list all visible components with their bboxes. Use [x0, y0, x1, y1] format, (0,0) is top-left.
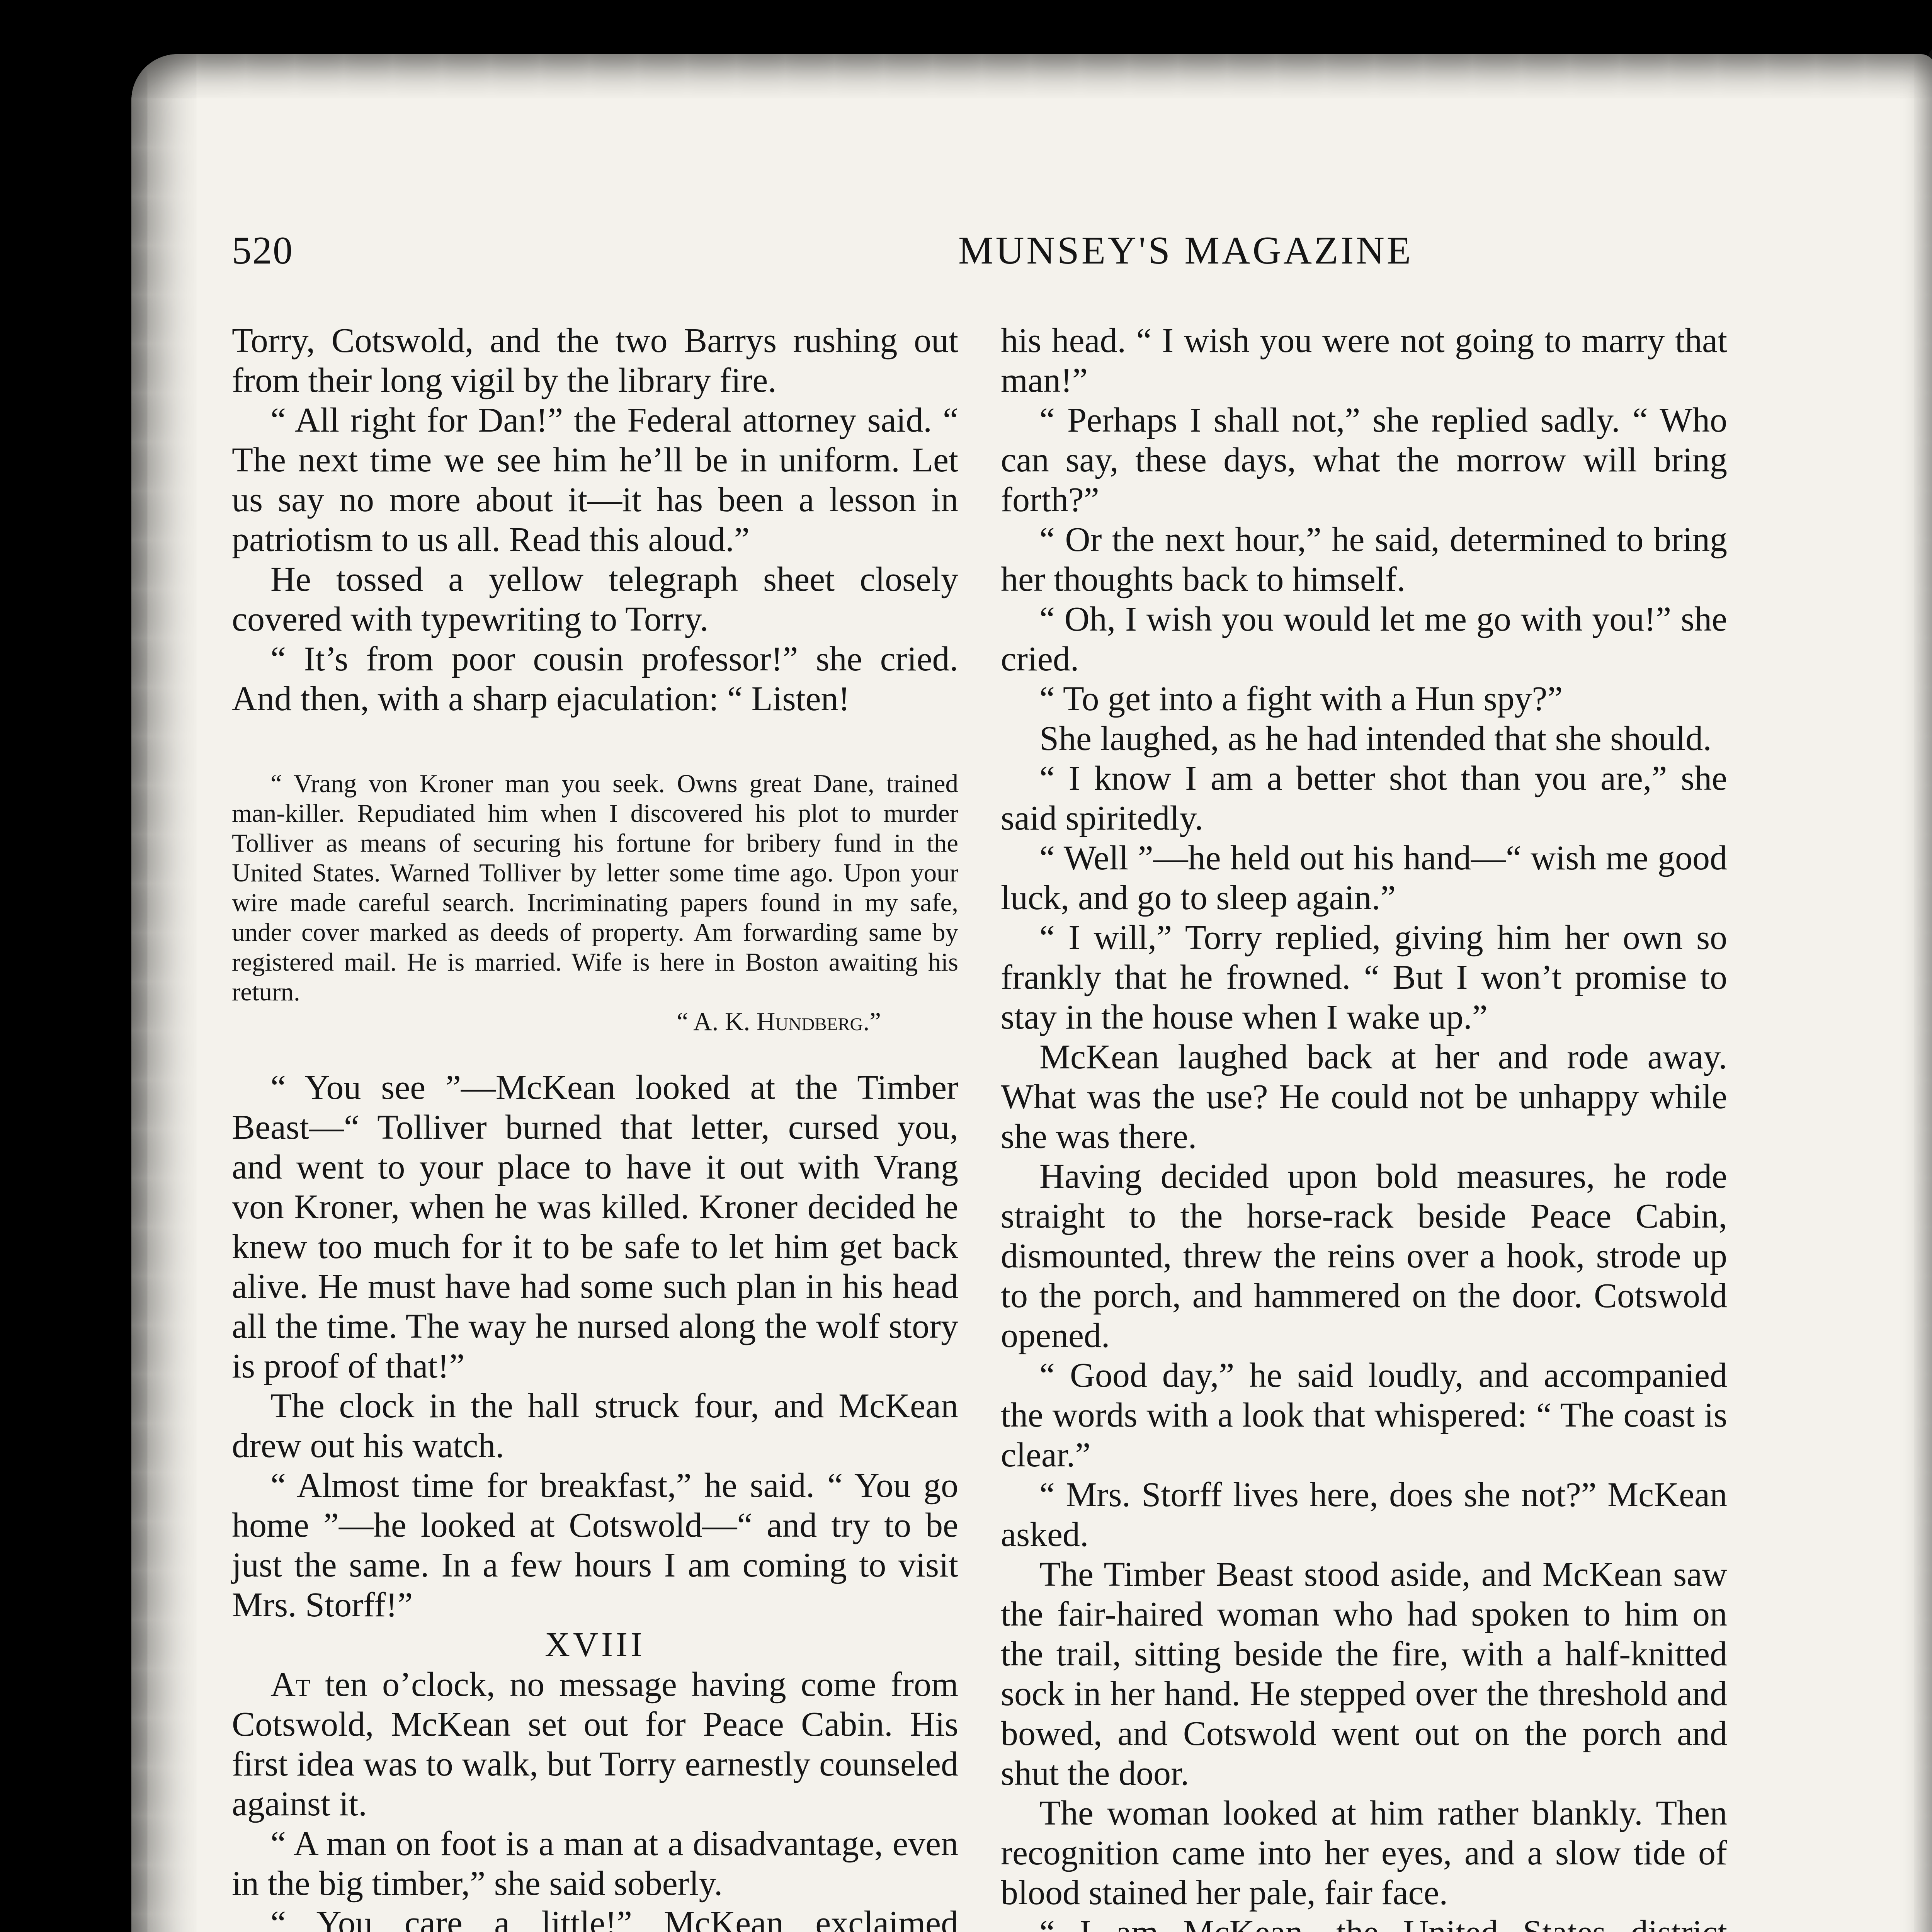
- paragraph: Torry, Cotswold, and the two Barrys rushing out from their long vigil by the library fire.: [232, 321, 958, 400]
- paragraph: “ Oh, I wish you would let me go with you!” she cried.: [1001, 599, 1727, 679]
- opening-smallcaps: At: [270, 1665, 310, 1704]
- paragraph: “ Or the next hour,” he said, determined to bring her thoughts back to himself.: [1001, 520, 1727, 599]
- paragraph: “ A man on foot is a man at a disadvantage, even in the big timber,” she said soberly.: [232, 1824, 958, 1903]
- signature-suffix: .”: [863, 1007, 881, 1036]
- paragraph: The Timber Beast stood aside, and McKean saw the fair-haired woman who had spoken to him on the trail, sitting beside the fire, with a half-knitted sock in her hand. He stepped over the threshold and bowed, and Cotswold went out on the porch and shut the door.: [1001, 1554, 1727, 1793]
- chapter-heading: XVIII: [232, 1625, 958, 1665]
- paragraph: “ All right for Dan!” the Federal attorney said. “ The next time we see him he’ll be in uniform. Let us say no more about it—it has been a lesson in patriotism to us all. Read this aloud.”: [232, 400, 958, 560]
- signature-prefix: “ A. K. H: [677, 1007, 775, 1036]
- paragraph: She laughed, as he had intended that she should.: [1001, 719, 1727, 759]
- paragraph: “ It’s from poor cousin professor!” she cried. And then, with a sharp ejaculation: “ Listen!: [232, 639, 958, 719]
- paragraph: “ Almost time for breakfast,” he said. “ You go home ”—he looked at Cotswold—“ and try to be just the same. In a few hours I am coming to visit Mrs. Storff!”: [232, 1466, 958, 1625]
- paragraph: Having decided upon bold measures, he rode straight to the horse-rack beside Peace Cabin, dismounted, threw the reins over a hook, strode up to the porch, and hammered on the door. Cotswold opened.: [1001, 1156, 1727, 1355]
- paragraph: “ Good day,” he said loudly, and accompanied the words with a look that whispered: “ The coast is clear.”: [1001, 1355, 1727, 1475]
- paragraph: “ I know I am a better shot than you are,” she said spiritedly.: [1001, 759, 1727, 838]
- paragraph: He tossed a yellow telegraph sheet closely covered with typewriting to Torry.: [232, 560, 958, 639]
- paragraph: McKean laughed back at her and rode away. What was the use? He could not be unhappy while she was there.: [1001, 1037, 1727, 1156]
- page-number: 520: [232, 228, 293, 273]
- signature-smallcaps: undberg: [775, 1007, 863, 1036]
- paragraph: “ You care a little!” McKean exclaimed: [232, 1903, 958, 1932]
- paragraph: “ Perhaps I shall not,” she replied sadly. “ Who can say, these days, what the morrow will bring forth?”: [1001, 400, 1727, 520]
- paragraph: “ I will,” Torry replied, giving him her own so frankly that he frowned. “ But I won’t promise to stay in the house when I wake up.”: [1001, 918, 1727, 1037]
- paragraph: The clock in the hall struck four, and McKean drew out his watch.: [232, 1386, 958, 1466]
- telegram-body: “ Vrang von Kroner man you seek. Owns great Dane, trained man-killer. Repudiated him when I discovered his plot to murder Tolliver as means of securing his fortune for bribery fund in the United States. Warned Tolliver by letter some time ago. Upon your wire made careful search. Incriminating papers found in my safe, under cover marked as deeds of property. Am forwarding same by registered mail. He is married. Wife is here in Boston awaiting his return.: [232, 769, 958, 1007]
- paragraph: “ To get into a fight with a Hun spy?”: [1001, 679, 1727, 719]
- paragraph: “ Well ”—he held out his hand—“ wish me good luck, and go to sleep again.”: [1001, 838, 1727, 918]
- paragraph: “ Mrs. Storff lives here, does she not?” McKean asked.: [1001, 1475, 1727, 1554]
- paragraph: his head. “ I wish you were not going to marry that man!”: [1001, 321, 1727, 400]
- magazine-title: MUNSEY'S MAGAZINE: [958, 228, 1413, 273]
- paragraph: The woman looked at him rather blankly. Then recognition came into her eyes, and a slow tide of blood stained her pale, fair face.: [1001, 1793, 1727, 1913]
- opening-text: ten o’clock, no message having come from Cotswold, McKean set out for Peace Cabin. His first idea was to walk, but Torry earnestly counseled against it.: [232, 1665, 958, 1823]
- paragraph: “ You see ”—McKean looked at the Timber Beast—“ Tolliver burned that letter, cursed you, and went to your place to have it out with Vrang von Kroner, when he was killed. Kroner decided he knew too much for it to be safe to let him get back alive. He must have had some such plan in his head all the time. The way he nursed along the wolf story is proof of that!”: [232, 1068, 958, 1386]
